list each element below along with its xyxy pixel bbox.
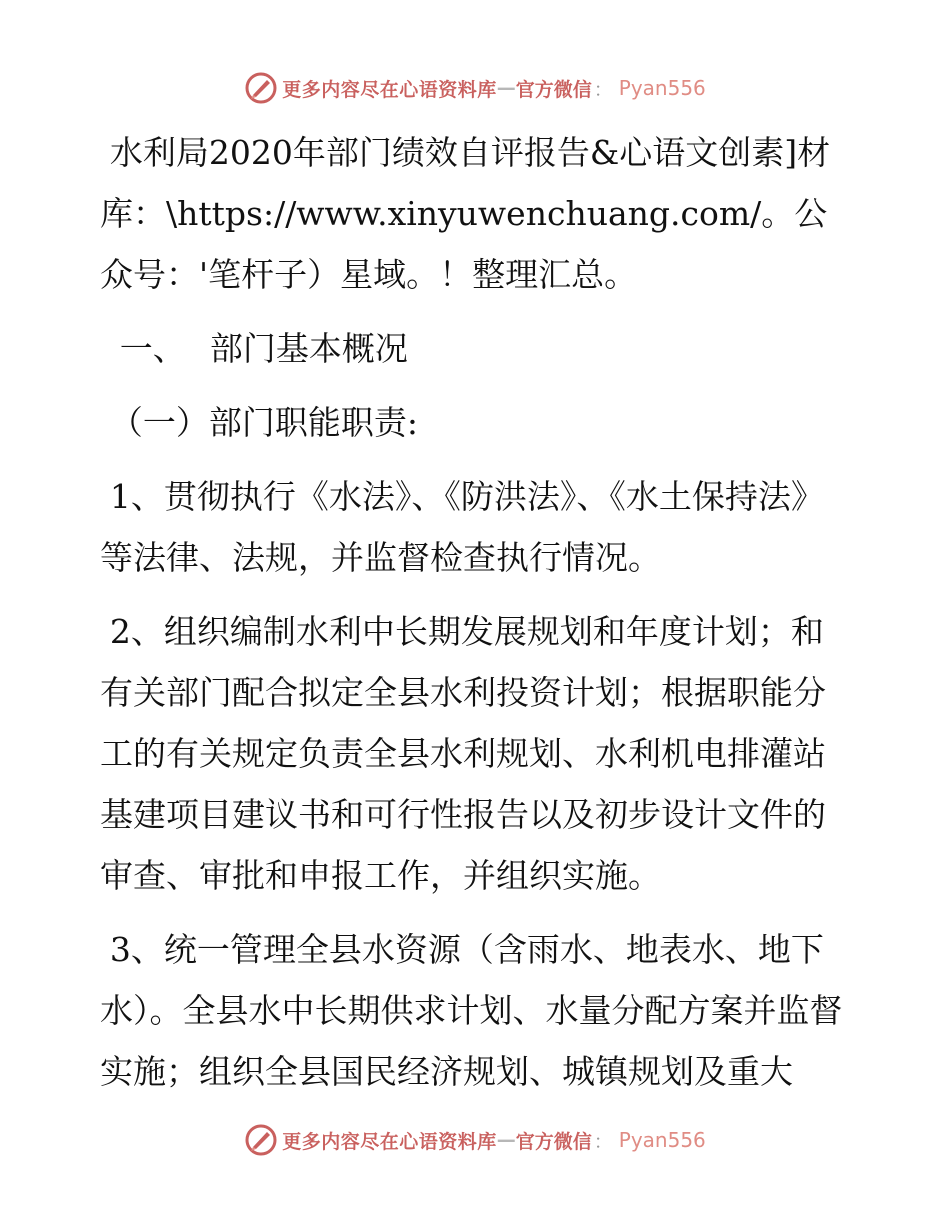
subsection-heading: （一）部门职能职责: bbox=[109, 403, 419, 442]
list-item: 1、贯彻执行《水法》、《防洪法》、《水土保持法》等法律、法规，并监督检查执行情况。 bbox=[100, 477, 824, 577]
banner-wechat-label: 官方微信 bbox=[515, 1130, 592, 1153]
banner-wechat-id: Pyan556 bbox=[618, 1128, 706, 1152]
section-number: 一、 bbox=[119, 329, 186, 368]
banner-colon: ： bbox=[593, 1130, 613, 1153]
document-title: 水利局2020年部门绩效自评报告&心语文创素]材库：\https://www.xinyuwenchuang.com/。公众号：'笔杆子）星域。！整理汇总。 bbox=[100, 133, 831, 294]
section-title: 部门基本概况 bbox=[209, 329, 408, 368]
list-item: 3、统一管理全县水资源（含雨水、地表水、地下水）。全县水中长期供求计划、水量分配方案并监督实施；组织全县国民经济规划、城镇规划及重大 bbox=[100, 930, 843, 1091]
footer-banner bbox=[0, 1120, 950, 1160]
banner-separator: — bbox=[496, 1129, 516, 1151]
banner-colon: ： bbox=[593, 78, 613, 101]
brush-logo-icon bbox=[244, 71, 278, 105]
brush-logo-icon bbox=[244, 1123, 278, 1157]
banner-main-text: 更多内容尽在心语资料库 bbox=[282, 1130, 497, 1153]
banner-wechat-label: 官方微信 bbox=[515, 78, 592, 101]
section-heading bbox=[100, 318, 852, 379]
banner-separator: — bbox=[496, 77, 516, 99]
banner-wechat-id: Pyan556 bbox=[618, 76, 706, 100]
banner-main-text: 更多内容尽在心语资料库 bbox=[282, 78, 497, 101]
header-banner bbox=[0, 68, 950, 108]
document-body bbox=[100, 122, 852, 1115]
list-item: 2、组织编制水利中长期发展规划和年度计划；和有关部门配合拟定全县水利投资计划；根据职能分工的有关规定负责全县水利规划、水利机电排灌站基建项目建议书和可行性报告以及初步设计文件的审查、审批和申报工作，并组织实施。 bbox=[100, 612, 826, 895]
